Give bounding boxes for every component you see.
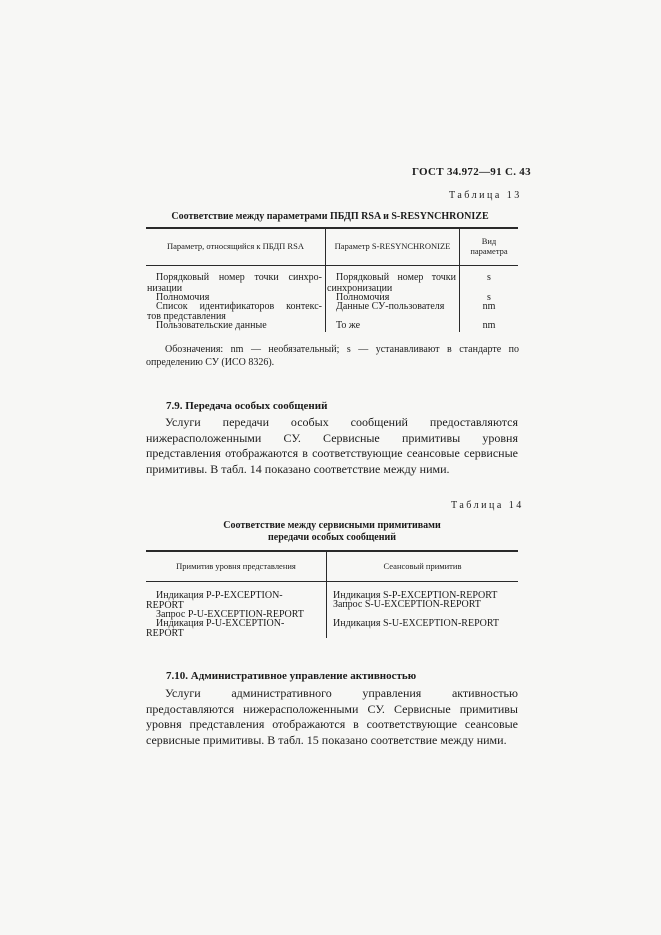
- table-14-left-row3: Запрос P-U-EXCEPTION-REPORT: [156, 609, 304, 620]
- table-13-body-divider-1: [325, 266, 326, 332]
- table-14-label: Таблица 14: [451, 500, 524, 511]
- table-14-title-line1: Соответствие между сервисными примитивами: [223, 520, 441, 531]
- table-13-note-line1: Обозначения: nm — необязательный; s — устанавливают в стандарте по: [165, 344, 519, 355]
- table-13-row3-c1a: Список идентификаторов контекс-: [156, 301, 322, 312]
- table-13-col2-header: Параметр S-RESYNCHRONIZE: [334, 241, 451, 251]
- section-7-10-paragraph: Услуги административного управления активностью предоставляются нижерасположенными СУ. Сервисные примитивы уровня представления отображаются в соответствующие сеансовые сервисные примитивы. В табл. 15 показано соответствие между ними.: [146, 686, 518, 747]
- table-13-row4-c2a: То же: [336, 320, 361, 331]
- section-7-10-heading: 7.10. Административное управление активностью: [166, 670, 417, 682]
- table-14-right-row1: Индикация S-P-EXCEPTION-REPORT: [333, 590, 498, 601]
- section-7-9-paragraph: Услуги передачи особых сообщений предоставляются нижерасположенными СУ. Сервисные примитивы уровня представления отображаются в соответствующие сеансовые сервисные примитивы. В табл. 14 показано соответствие между ними.: [146, 415, 518, 476]
- table-14-col-divider-body: [326, 582, 327, 638]
- table-14-col2-header: Сеансовый примитив: [383, 561, 462, 571]
- table-13-col3-header-2: параметра: [470, 246, 508, 256]
- table-14-top-rule: [146, 550, 518, 552]
- table-13-row1-c1a: Порядковый номер точки синхро-: [156, 272, 322, 283]
- table-13-top-rule: [146, 227, 518, 229]
- table-13-row4-c3: nm: [482, 320, 496, 331]
- table-14-header-rule: [146, 581, 518, 582]
- table-14-title-line2: передачи особых сообщений: [268, 532, 396, 543]
- page-header: ГОСТ 34.972—91 С. 43: [412, 166, 531, 178]
- table-14-left-row2: REPORT: [146, 600, 184, 611]
- table-13-label: Таблица 13: [449, 190, 522, 201]
- table-13-row1-c2a: Порядковый номер точки: [336, 272, 456, 283]
- table-13-row1-c3: s: [487, 272, 491, 283]
- table-14-right-row3: Индикация S-U-EXCEPTION-REPORT: [333, 618, 500, 629]
- table-13-note-line2: определению СУ (ИСО 8326).: [146, 357, 275, 368]
- table-14-col1-header: Примитив уровня представления: [176, 561, 296, 571]
- table-13-row2-c3: s: [487, 292, 491, 303]
- table-13-col1-header: Параметр, относящийся к ПБДП RSA: [167, 241, 304, 251]
- table-13-row3-c1b: тов представления: [147, 311, 226, 322]
- table-13-row2-c1a: Полномочия: [156, 292, 210, 303]
- table-14-left-row1: Индикация P-P-EXCEPTION-: [156, 590, 283, 601]
- table-13-row2-c2a: Полномочия: [336, 292, 390, 303]
- table-13-row1-c2b: синхронизации: [327, 283, 393, 294]
- section-7-9-heading: 7.9. Передача особых сообщений: [166, 400, 328, 412]
- table-13-row1-c1b: низации: [147, 283, 183, 294]
- table-14-left-row5: REPORT: [146, 628, 184, 639]
- table-13-header-rule: [146, 265, 518, 266]
- table-14-left-row4: Индикация P-U-EXCEPTION-: [156, 618, 285, 629]
- table-13-row3-c2a: Данные СУ-пользователя: [336, 301, 445, 312]
- table-13-row3-c3: nm: [482, 301, 496, 312]
- table-13-title: Соответствие между параметрами ПБДП RSA и S-RESYNCHRONIZE: [171, 211, 489, 222]
- table-13-col3-header-1: Вид: [481, 236, 497, 246]
- table-13-row4-c1a: Пользовательские данные: [156, 320, 267, 331]
- table-14-right-row2: Запрос S-U-EXCEPTION-REPORT: [333, 599, 481, 610]
